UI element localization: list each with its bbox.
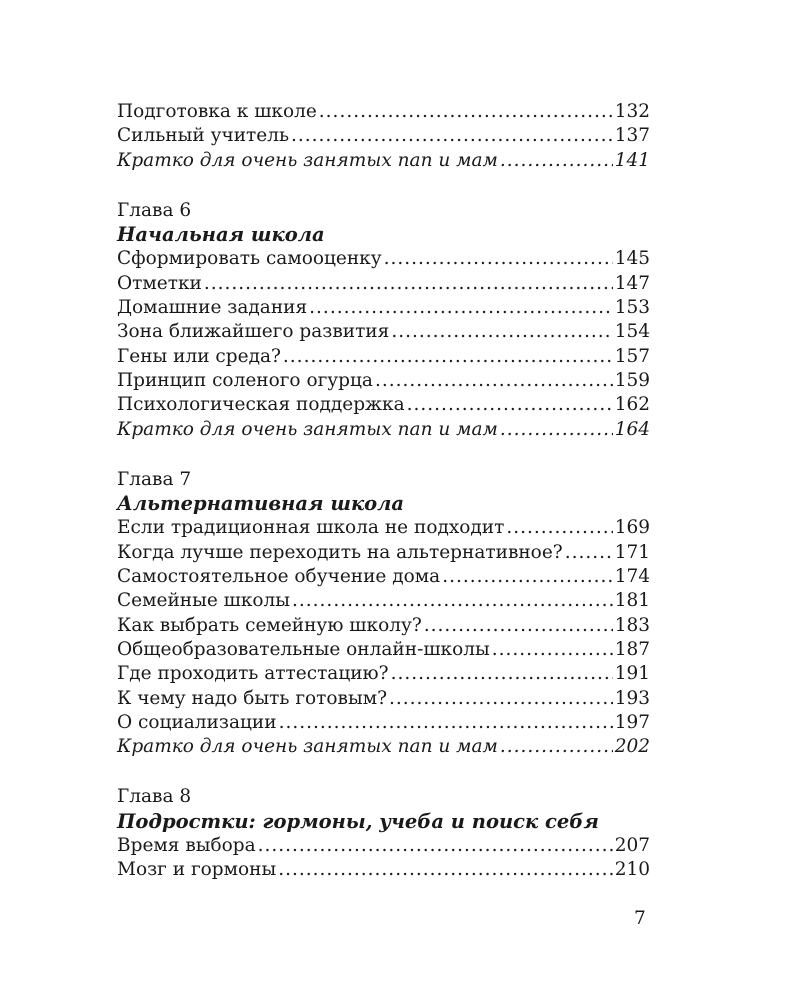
toc-entry-page: 164: [614, 418, 650, 440]
toc-entry-page: 137: [614, 125, 650, 147]
dot-leader: [391, 662, 613, 686]
toc-entry[interactable]: [117, 272, 650, 296]
toc-entry[interactable]: [117, 516, 650, 540]
toc-entry[interactable]: [117, 711, 650, 735]
toc-entry[interactable]: [117, 834, 650, 858]
toc-entry[interactable]: [117, 589, 650, 613]
toc-entry-title: Сформировать самооценку: [117, 248, 382, 270]
toc-entry-title: Самостоятельное обучение дома: [117, 566, 441, 588]
dot-leader: [492, 638, 613, 662]
toc-entry-page: 145: [614, 248, 650, 270]
chapter-label: Глава 6: [117, 199, 192, 221]
dot-leader: [375, 369, 613, 393]
dot-leader: [500, 149, 613, 173]
toc-entry-title: Время выбора: [117, 835, 256, 857]
toc-entry[interactable]: [117, 735, 650, 759]
dot-leader: [389, 687, 613, 711]
toc-entry-page: 147: [614, 272, 650, 294]
dot-leader: [500, 418, 613, 442]
dot-leader: [442, 565, 612, 589]
toc-entry-page: 187: [614, 638, 650, 660]
chapter-title: Начальная школа: [117, 223, 325, 247]
toc-entry[interactable]: [117, 614, 650, 638]
dot-leader: [407, 393, 613, 417]
dot-leader: [204, 272, 613, 296]
toc-entry-title: Зона ближайшего развития: [117, 321, 390, 343]
section-spacer: [117, 173, 650, 199]
toc-entry-page: 157: [614, 345, 650, 367]
toc-entry-page: 202: [614, 736, 650, 758]
toc-entry-page: 154: [614, 321, 650, 343]
dot-leader: [384, 247, 613, 271]
toc-entry-title: К чему надо быть готовым?: [117, 687, 388, 709]
dot-leader: [506, 516, 612, 540]
chapter-label: Глава 7: [117, 468, 192, 490]
toc-entry[interactable]: [117, 393, 650, 417]
toc-entry-page: 171: [614, 541, 650, 563]
toc-entry-page: 153: [614, 297, 650, 319]
toc-entry[interactable]: [117, 638, 650, 662]
section-spacer: [117, 759, 650, 785]
toc-entry-page: 207: [614, 835, 650, 857]
dot-leader: [278, 858, 612, 882]
toc-entry-title: Кратко для очень занятых пап и мам: [117, 149, 498, 171]
toc-entry-title: Если традиционная школа не подходит: [117, 517, 505, 539]
dot-leader: [500, 735, 613, 759]
toc-entry-title: Подготовка к школе: [117, 101, 317, 122]
dot-leader: [292, 589, 613, 613]
chapter-label: Глава 8: [117, 786, 192, 808]
toc-entry-title: Где проходить аттестацию?: [117, 663, 389, 685]
dot-leader: [258, 834, 613, 858]
toc-entry-page: 183: [614, 614, 650, 636]
toc-entry-title: Гены или среда?: [117, 345, 281, 367]
toc-entry[interactable]: [117, 858, 650, 882]
toc-entry-title: Семейные школы: [117, 590, 291, 612]
toc-entry-page: 169: [614, 517, 650, 539]
toc-entry-title: Когда лучше переходить на альтернативное?: [117, 541, 563, 563]
toc-entry-title: Психологическая поддержка: [117, 394, 405, 416]
toc-entry[interactable]: [117, 418, 650, 442]
toc-entry-title: Отметки: [117, 272, 202, 294]
toc-entry[interactable]: [117, 345, 650, 369]
dot-leader: [391, 320, 612, 344]
toc-entry-page: 191: [614, 663, 650, 685]
toc-entry-page: 141: [614, 149, 650, 171]
toc-entry-page: 174: [614, 566, 650, 588]
dot-leader: [279, 711, 613, 735]
toc-entry[interactable]: [117, 100, 650, 124]
toc-entry-title: О социализации: [117, 711, 277, 733]
toc-entry-page: 193: [614, 687, 650, 709]
toc-entry-page: 210: [614, 859, 650, 881]
toc-entry-title: Общеобразовательные онлайн-школы: [117, 638, 490, 660]
toc-entry-page: 181: [614, 590, 650, 612]
toc-entry-title: Как выбрать семейную школу?: [117, 614, 422, 636]
toc-entry-title: Сильный учитель: [117, 125, 290, 147]
toc-entry[interactable]: [117, 662, 650, 686]
toc-entry-page: 162: [614, 394, 650, 416]
toc-entry[interactable]: [117, 687, 650, 711]
toc-entry-title: Мозг и гормоны: [117, 859, 277, 881]
dot-leader: [319, 100, 613, 124]
chapter-title: Альтернативная школа: [117, 492, 405, 516]
dot-leader: [291, 124, 613, 148]
toc-entry-title: Домашние задания: [117, 297, 308, 319]
page-number: 7: [634, 908, 646, 929]
toc-entry[interactable]: [117, 320, 650, 344]
toc-entry-page: 159: [614, 369, 650, 391]
dot-leader: [283, 345, 613, 369]
toc-entry-title: Кратко для очень занятых пап и мам: [117, 418, 498, 440]
dot-leader: [309, 296, 613, 320]
toc-entry[interactable]: [117, 149, 650, 173]
toc-entry-page: 197: [614, 711, 650, 733]
dot-leader: [424, 614, 613, 638]
toc-entry[interactable]: [117, 124, 650, 148]
toc-entry[interactable]: [117, 296, 650, 320]
table-of-contents: [117, 100, 650, 883]
chapter-title: Подростки: гормоны, учеба и поиск себя: [117, 809, 599, 833]
toc-entry[interactable]: [117, 541, 650, 565]
toc-entry[interactable]: [117, 369, 650, 393]
toc-entry[interactable]: [117, 565, 650, 589]
toc-entry[interactable]: [117, 247, 650, 271]
toc-entry-title: Принцип соленого огурца: [117, 369, 373, 391]
toc-entry-page: 132: [614, 101, 650, 122]
toc-entry-title: Кратко для очень занятых пап и мам: [117, 736, 498, 758]
section-spacer: [117, 442, 650, 468]
dot-leader: [565, 541, 613, 565]
